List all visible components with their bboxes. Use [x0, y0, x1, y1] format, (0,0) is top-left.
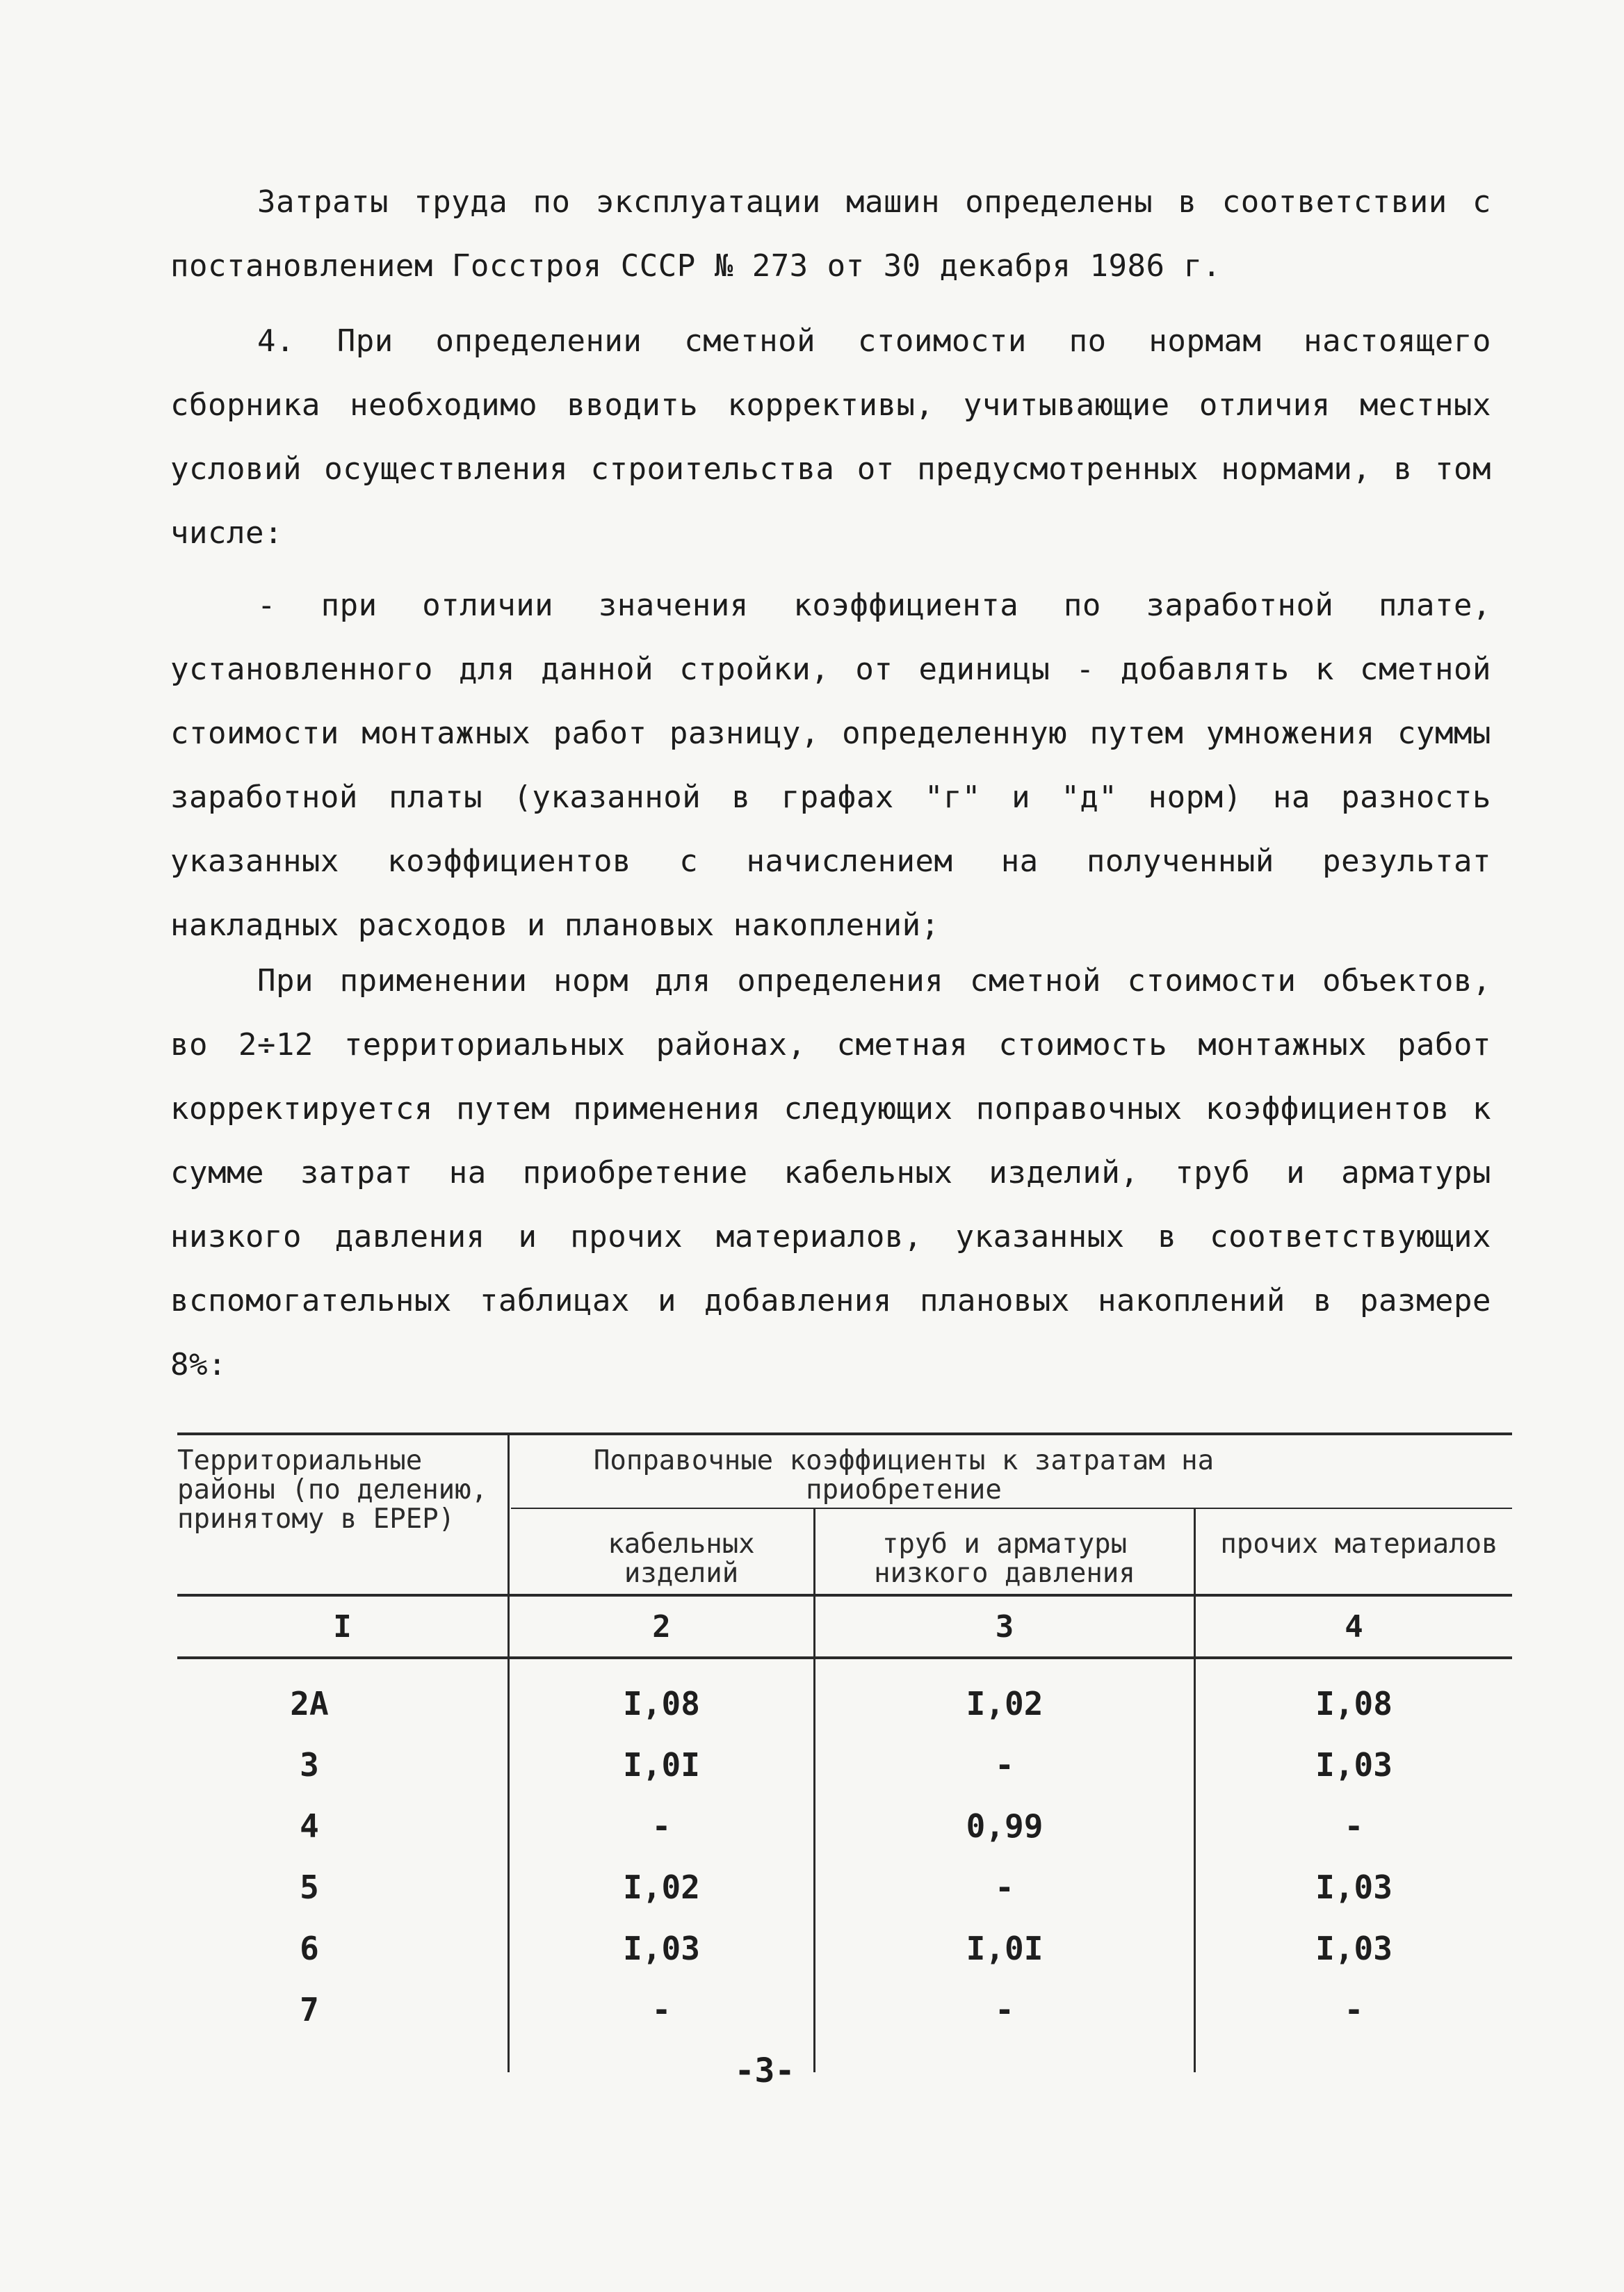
cable-coefficient-cell: I,0I [623, 1746, 700, 1784]
pipes-coefficient-cell: 0,99 [966, 1807, 1044, 1845]
pipes-coefficient-cell: - [995, 1991, 1014, 2028]
group-header-correction-coefficients: Поправочные коэффициенты к затратам на приобретение [593, 1445, 1215, 1506]
cable-coefficient-cell: - [651, 1807, 672, 1845]
table-divider-2 [813, 1508, 815, 2072]
district-cell: 3 [300, 1746, 319, 1784]
pipes-coefficient-cell: I,02 [966, 1685, 1044, 1722]
district-cell: 6 [300, 1930, 319, 1967]
column-number: 3 [995, 1609, 1014, 1645]
paragraph-item-4 [170, 309, 1491, 565]
paragraph-text: 4. При определении сметной стоимости по нормам настоящего сборника необходимо вводить коррективы, учитывающие отличия местных условий осуществления строительства от предусмотренных нормами, в том числе: [170, 323, 1491, 551]
other-coefficient-cell: I,03 [1315, 1869, 1392, 1906]
table-header-rule [177, 1594, 1512, 1597]
pipes-coefficient-cell: I,0I [966, 1930, 1044, 1967]
table-top-rule [177, 1432, 1512, 1435]
column-header-territorial-districts: Территориальные районы (по делению, принятому в ЕРЕР) [177, 1445, 488, 1535]
other-coefficient-cell: - [1344, 1991, 1364, 2028]
paragraph-wage-coefficient [170, 574, 1491, 958]
pipes-coefficient-cell: - [995, 1869, 1014, 1906]
other-coefficient-cell: I,08 [1315, 1685, 1392, 1722]
cable-coefficient-cell: I,03 [623, 1930, 700, 1967]
paragraph-territorial-districts [170, 949, 1491, 1397]
table-group-rule [511, 1508, 1512, 1509]
column-header-other-materials: прочих материалов [1220, 1528, 1498, 1560]
cable-coefficient-cell: I,08 [623, 1685, 700, 1722]
other-coefficient-cell: I,03 [1315, 1746, 1392, 1784]
column-header-pipes-fittings: труб и арматуры низкого давления [874, 1528, 1135, 1589]
table-numbers-rule [177, 1656, 1512, 1659]
column-header-cable-products: кабельных изделий [608, 1528, 755, 1589]
column-number: 2 [652, 1609, 671, 1645]
pipes-coefficient-cell: - [995, 1746, 1014, 1784]
district-cell: 7 [300, 1991, 319, 2028]
column-number: I [333, 1609, 352, 1645]
column-number: 4 [1345, 1609, 1363, 1645]
district-cell: 5 [300, 1869, 319, 1906]
other-coefficient-cell: I,03 [1315, 1930, 1392, 1967]
paragraph-labor-costs [170, 170, 1491, 298]
paragraph-text: Затраты труда по эксплуатации машин определены в соответствии с постановлением Госстроя СССР № 273 от 30 декабря 1986 г. [170, 184, 1491, 284]
district-cell: 4 [300, 1807, 319, 1845]
cable-coefficient-cell: I,02 [623, 1869, 700, 1906]
page-number: -3- [734, 2051, 795, 2090]
paragraph-text: - при отличии значения коэффициента по заработной плате, установленного для данной стройки, от единицы - добавлять к сметной стоимости монтажных работ разницу, определенную путем умножения суммы заработной платы (указанной в графах "г" и "д" норм) на разность указанных коэффициентов с начислением на полученный результат накладных расходов и плановых накоплений; [170, 588, 1491, 943]
district-cell: 2А [290, 1685, 329, 1722]
paragraph-text: При применении норм для определения сметной стоимости объектов, во 2÷12 территориальных районах, сметная стоимость монтажных работ корректируется путем применения следующих поправочных коэффициентов к сумме затрат на приобретение кабельных изделий, труб и арматуры низкого давления и прочих материалов, указанных в соответствующих вспомогательных таблицах и добавления плановых накоплений в размере 8%: [170, 963, 1491, 1382]
cable-coefficient-cell: - [651, 1991, 672, 2028]
other-coefficient-cell: - [1344, 1807, 1364, 1845]
table-divider-3 [1194, 1508, 1196, 2072]
